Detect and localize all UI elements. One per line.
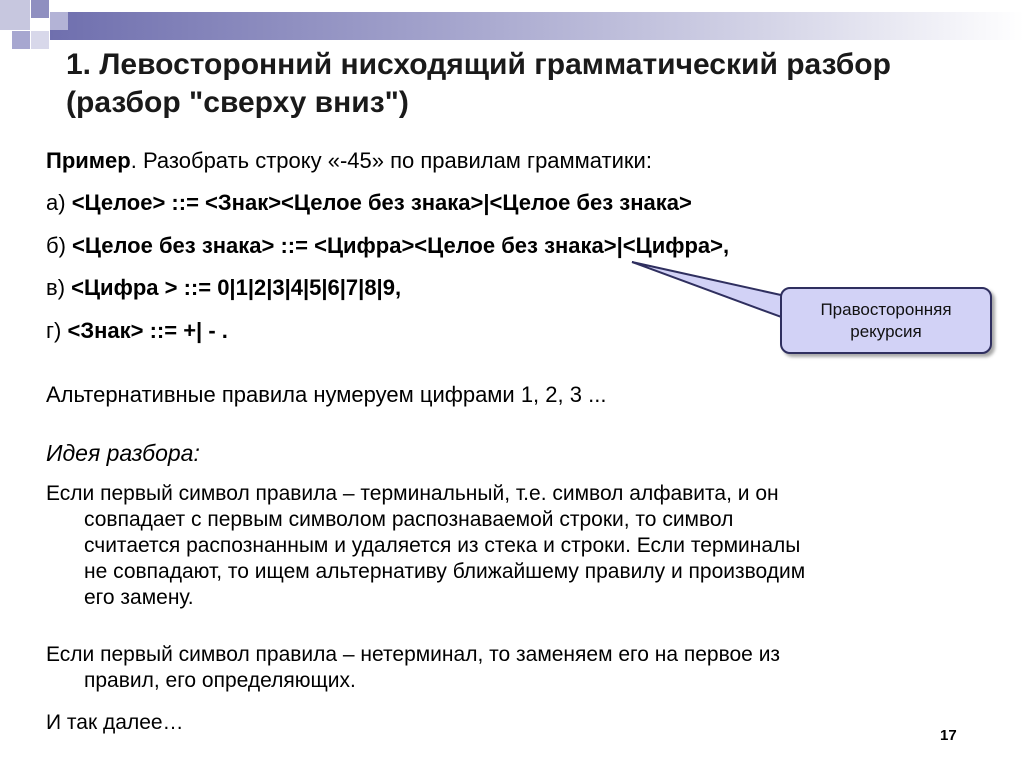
alternatives-note: Альтернативные правила нумеруем цифрами 1, 2, 3 ... [46, 382, 607, 407]
paragraph-line: правил, его определяющих. [84, 669, 356, 692]
page-number: 17 [940, 727, 957, 744]
rule-prefix: б) [46, 233, 73, 258]
paragraph-first-line: Если первый символ правила – терминальный, т.е. символ алфавита, и он [46, 482, 779, 505]
callout-line-1: Правосторонняя [820, 299, 952, 319]
rule-prefix: а) [46, 190, 72, 215]
slide-title-line-2: (разбор "сверху вниз") [66, 86, 409, 119]
example-label: Пример [46, 148, 131, 173]
paragraph-line: его замену. [84, 586, 194, 609]
callout-right-recursion [780, 287, 992, 354]
rule-prefix: в) [46, 275, 72, 300]
rule-body: <Цифра > ::= 0|1|2|3|4|5|6|7|8|9, [71, 275, 402, 300]
paragraph-line: не совпадают, то ищем альтернативу ближайшему правилу и производим [84, 560, 806, 583]
slide-title-line-1: 1. Левосторонний нисходящий грамматический разбор [66, 48, 891, 81]
rule-prefix: г) [46, 318, 68, 343]
rule-body: <Целое без знака> ::= <Цифра><Целое без знака>|<Цифра>, [72, 233, 730, 258]
rule-body: <Знак> ::= +| - . [67, 318, 228, 343]
paragraph-first-line: И так далее… [46, 711, 184, 734]
paragraph-first-line: Если первый символ правила – нетерминал, то заменяем его на первое из [46, 643, 781, 666]
callout-line-2: рекурсия [850, 321, 922, 341]
example-text: . Разобрать строку «-45» по правилам грамматики: [130, 148, 652, 173]
idea-heading: Идея разбора: [46, 440, 200, 466]
rule-body: <Целое> ::= <Знак><Целое без знака>|<Целое без знака> [71, 190, 692, 215]
paragraph-line: считается распознанным и удаляется из стека и строки. Если терминалы [84, 534, 801, 557]
paragraph-line: совпадает с первым символом распознаваемой строки, то символ [84, 508, 734, 531]
